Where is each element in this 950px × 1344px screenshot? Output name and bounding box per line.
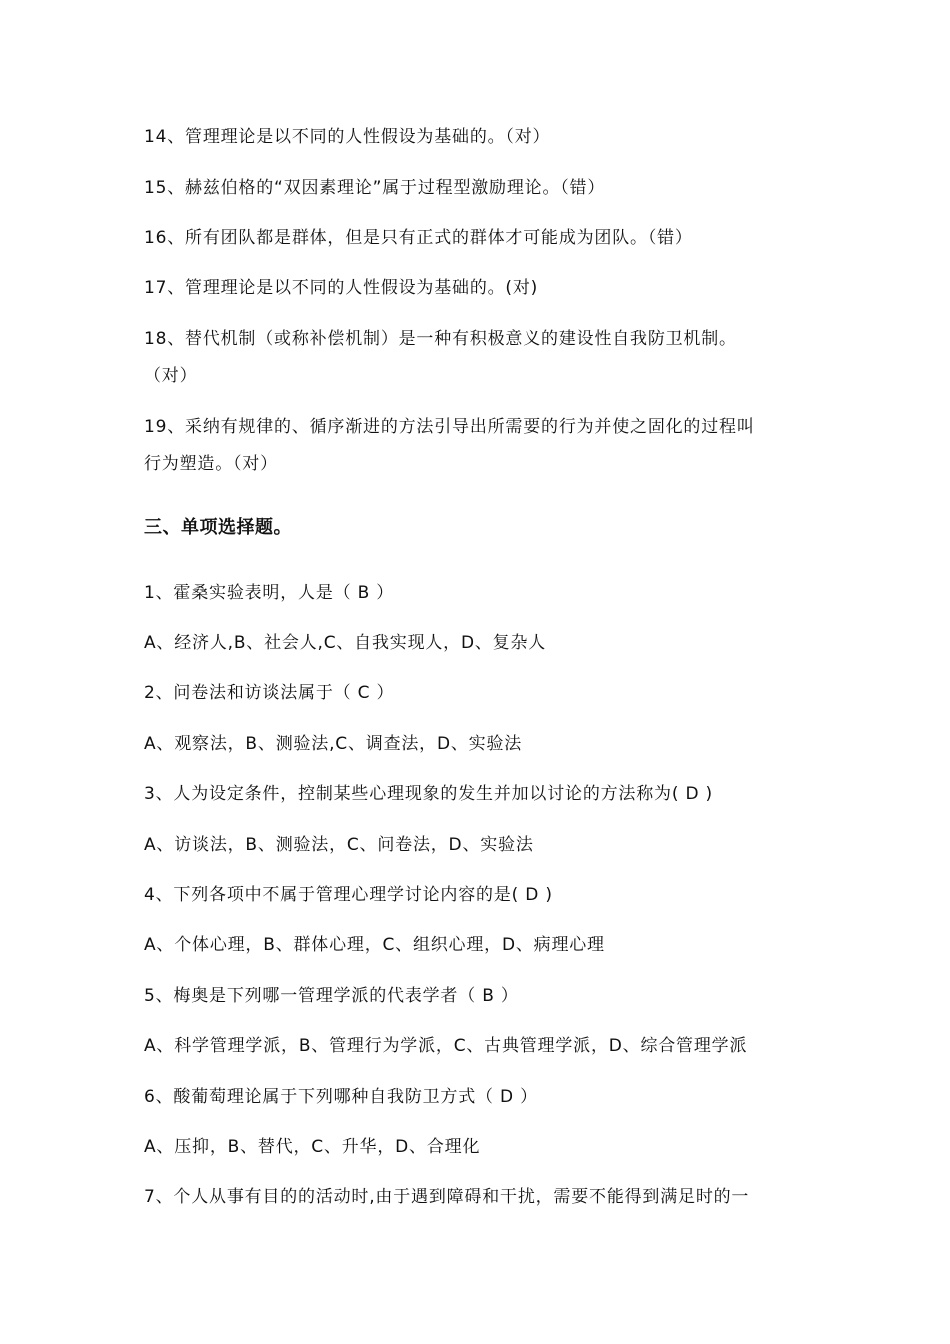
item-18-line1: 18、替代机制（或称补偿机制）是一种有积极意义的建设性自我防卫机制。 <box>144 329 737 349</box>
question-4: 4、下列各项中不属于管理心理学讨论内容的是( D ) <box>144 885 553 905</box>
item-18-line2: （对） <box>144 366 198 386</box>
item-19-line1: 19、采纳有规律的、循序渐进的方法引导出所需要的行为并使之固化的过程叫 <box>144 417 755 437</box>
item-15: 15、赫兹伯格的“双因素理论”属于过程型激励理论。（错） <box>144 178 606 198</box>
section-heading: 三、单项选择题。 <box>144 517 292 538</box>
options-3: A、访谈法，B、测验法，C、问卷法，D、实验法 <box>144 835 534 855</box>
question-7: 7、个人从事有目的的活动时,由于遇到障碍和干扰，需要不能得到满足时的一 <box>144 1187 750 1207</box>
item-14: 14、管理理论是以不同的人性假设为基础的。（对） <box>144 127 551 147</box>
options-5: A、科学管理学派，B、管理行为学派，C、古典管理学派，D、综合管理学派 <box>144 1036 748 1056</box>
item-19-line2: 行为塑造。（对） <box>144 454 278 474</box>
question-1: 1、霍桑实验表明，人是（ B ） <box>144 583 395 603</box>
item-16: 16、所有团队都是群体，但是只有正式的群体才可能成为团队。（错） <box>144 228 693 248</box>
question-6: 6、酸葡萄理论属于下列哪种自我防卫方式（ D ） <box>144 1087 538 1107</box>
options-4: A、个体心理，B、群体心理，C、组织心理，D、病理心理 <box>144 935 605 955</box>
question-5: 5、梅奥是下列哪一管理学派的代表学者（ B ） <box>144 986 519 1006</box>
options-1: A、经济人,B、社会人,C、自我实现人，D、复杂人 <box>144 633 547 653</box>
options-2: A、观察法，B、测验法,C、调查法，D、实验法 <box>144 734 523 754</box>
question-3: 3、人为设定条件，控制某些心理现象的发生并加以讨论的方法称为( D ) <box>144 784 713 804</box>
item-17: 17、管理理论是以不同的人性假设为基础的。(对) <box>144 278 539 298</box>
question-2: 2、问卷法和访谈法属于（ C ） <box>144 683 395 703</box>
options-6: A、压抑，B、替代，C、升华，D、合理化 <box>144 1137 481 1157</box>
